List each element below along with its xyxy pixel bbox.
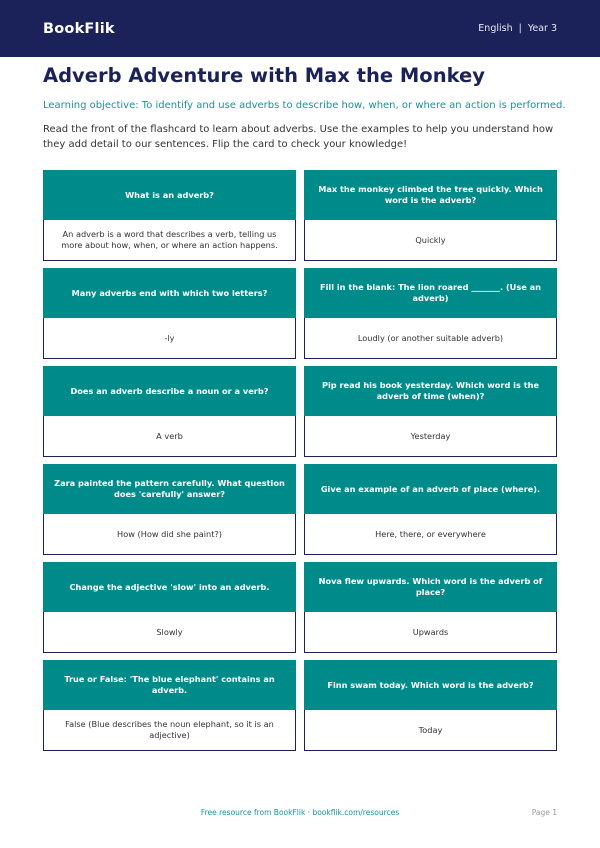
flashcard[interactable] [304, 660, 557, 751]
flashcard-question: Fill in the blank: The lion roared _______. (Use an adverb) [304, 268, 557, 318]
flashcard[interactable] [43, 464, 296, 555]
flashcard-question: Give an example of an adverb of place (where). [304, 464, 557, 514]
flashcard-answer: False (Blue describes the noun elephant, so it is an adjective) [43, 710, 296, 751]
intro-text: Read the front of the flashcard to learn about adverbs. Use the examples to help you understand how they add detail to our sentences. Flip the card to check your knowledge! [43, 124, 554, 150]
page-number: Page 1 [531, 808, 557, 817]
flashcard-question: Max the monkey climbed the tree quickly. Which word is the adverb? [304, 170, 557, 220]
flashcard-answer: Here, there, or everywhere [304, 514, 557, 555]
flashcard-question: What is an adverb? [43, 170, 296, 220]
flashcard[interactable] [304, 170, 557, 261]
year-label: Year 3 [527, 23, 557, 34]
flashcard[interactable] [304, 464, 557, 555]
flashcard[interactable] [304, 562, 557, 653]
flashcard-answer: Loudly (or another suitable adverb) [304, 318, 557, 359]
flashcard-answer: Upwards [304, 612, 557, 653]
flashcard-grid [43, 170, 557, 751]
header-bar [0, 0, 600, 57]
flashcard-answer: Today [304, 710, 557, 751]
brand-logo-text[interactable]: BookFlik [43, 20, 115, 37]
flashcard[interactable] [304, 366, 557, 457]
flashcard-answer: A verb [43, 416, 296, 457]
footer-link[interactable]: Free resource from BookFlik · bookflik.com/resources [200, 808, 400, 817]
flashcard[interactable] [43, 660, 296, 751]
flashcard-question: Pip read his book yesterday. Which word is the adverb of time (when)? [304, 366, 557, 416]
page-title: Adverb Adventure with Max the Monkey [43, 64, 485, 87]
flashcard-question: Nova flew upwards. Which word is the adverb of place? [304, 562, 557, 612]
flashcard-answer: Yesterday [304, 416, 557, 457]
flashcard[interactable] [304, 268, 557, 359]
flashcard-answer: An adverb is a word that describes a verb, telling us more about how, when, or where an action happens. [43, 220, 296, 261]
flashcard-answer: Slowly [43, 612, 296, 653]
flashcard-question: Change the adjective 'slow' into an adverb. [43, 562, 296, 612]
flashcard-answer: Quickly [304, 220, 557, 261]
subject-label: English [478, 23, 513, 34]
flashcard-question: Does an adverb describe a noun or a verb? [43, 366, 296, 416]
learning-objective: Learning objective: To identify and use adverbs to describe how, when, or where an action is performed. [43, 100, 566, 111]
flashcard-answer: -ly [43, 318, 296, 359]
flashcard-question: True or False: 'The blue elephant' contains an adverb. [43, 660, 296, 710]
flashcard[interactable] [43, 562, 296, 653]
flashcard-question: Many adverbs end with which two letters? [43, 268, 296, 318]
flashcard-question: Zara painted the pattern carefully. What question does 'carefully' answer? [43, 464, 296, 514]
flashcard[interactable] [43, 366, 296, 457]
flashcard-question: Finn swam today. Which word is the adverb? [304, 660, 557, 710]
flashcard-answer: How (How did she paint?) [43, 514, 296, 555]
meta-separator: | [518, 23, 522, 34]
header-meta [478, 23, 557, 34]
flashcard[interactable] [43, 268, 296, 359]
flashcard[interactable] [43, 170, 296, 261]
